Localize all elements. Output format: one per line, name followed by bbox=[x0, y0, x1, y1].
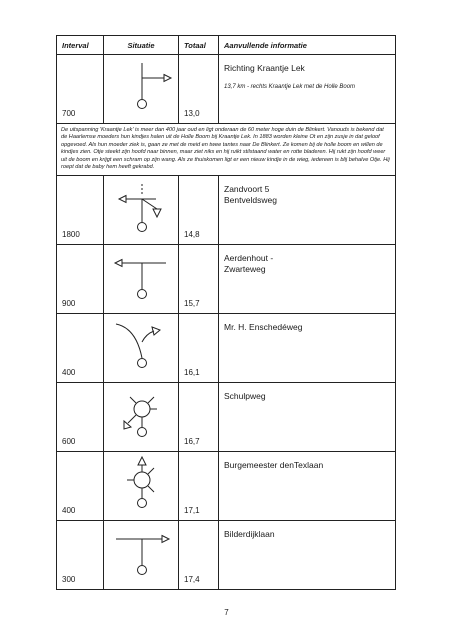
header-row bbox=[57, 36, 396, 55]
interval-cell: 400 bbox=[57, 314, 104, 383]
t-junction-right-arrow-icon bbox=[104, 521, 179, 589]
instruction-text: Burgemeester denTexlaan bbox=[224, 460, 324, 471]
route-row bbox=[57, 314, 396, 383]
route-sheet bbox=[56, 35, 395, 590]
info-cell bbox=[219, 521, 396, 590]
route-table bbox=[56, 35, 396, 590]
route-row bbox=[57, 521, 396, 590]
situation-cell bbox=[104, 521, 179, 590]
situation-cell bbox=[104, 452, 179, 521]
junction-right-arrow-icon bbox=[104, 55, 179, 123]
roundabout-exit-southwest-icon bbox=[104, 383, 179, 451]
totaal-cell: 17,4 bbox=[179, 521, 219, 590]
info-cell bbox=[219, 314, 396, 383]
t-junction-left-arrow-icon bbox=[104, 245, 179, 313]
interval-cell: 900 bbox=[57, 245, 104, 314]
situation-cell bbox=[104, 383, 179, 452]
instruction-text: Richting Kraantje Lek bbox=[224, 63, 305, 73]
instruction-text: Bilderdijklaan bbox=[224, 529, 275, 540]
crossing-left-arrow-yield-icon bbox=[104, 176, 179, 244]
interval-cell: 300 bbox=[57, 521, 104, 590]
totaal-cell: 16,7 bbox=[179, 383, 219, 452]
interval-cell: 1800 bbox=[57, 176, 104, 245]
info-cell bbox=[219, 452, 396, 521]
situation-cell bbox=[104, 176, 179, 245]
situation-cell bbox=[104, 314, 179, 383]
situation-cell bbox=[104, 245, 179, 314]
header-situatie: Situatie bbox=[104, 36, 179, 55]
route-row bbox=[57, 383, 396, 452]
interval-cell: 600 bbox=[57, 383, 104, 452]
route-row bbox=[57, 176, 396, 245]
totaal-cell: 17,1 bbox=[179, 452, 219, 521]
header-totaal: Totaal bbox=[179, 36, 219, 55]
info-cell bbox=[219, 55, 396, 124]
route-row bbox=[57, 245, 396, 314]
curve-right-arrow-icon bbox=[104, 314, 179, 382]
interval-cell: 400 bbox=[57, 452, 104, 521]
instruction-text: Mr. H. Enschedéweg bbox=[224, 322, 303, 333]
instruction-text: Aerdenhout - Zwarteweg bbox=[224, 253, 274, 275]
totaal-cell: 13,0 bbox=[179, 55, 219, 124]
interval-cell: 700 bbox=[57, 55, 104, 124]
route-row bbox=[57, 55, 396, 124]
roundabout-exit-north-icon bbox=[104, 452, 179, 520]
story-row bbox=[57, 124, 396, 176]
situation-cell bbox=[104, 55, 179, 124]
totaal-cell: 16,1 bbox=[179, 314, 219, 383]
info-cell bbox=[219, 245, 396, 314]
page-number: 7 bbox=[224, 608, 229, 617]
instruction-note: 13,7 km - rechts Kraantje Lek met de Holle Boom bbox=[224, 84, 356, 90]
instruction-text: Zandvoort 5 Bentveldsweg bbox=[224, 184, 277, 206]
instruction-text: Schulpweg bbox=[224, 391, 266, 402]
totaal-cell: 15,7 bbox=[179, 245, 219, 314]
info-cell bbox=[219, 383, 396, 452]
route-row bbox=[57, 452, 396, 521]
header-interval: Interval bbox=[57, 36, 104, 55]
header-info: Aanvullende informatie bbox=[219, 36, 396, 55]
story-text: De uitspanning 'Kraantje Lek' is meer dan 400 jaar oud en ligt onderaan de 60 meter hoge duin de Blinkert. Vanouds is bekend dat de Haarlemse moeders hun kindjes halen uit de Holle Boom bij Kraantje Lek. In 1883 worden kleine Ot en zijn zusje in dat geloof opgevoed. Als hun moeder ziek is, gaan ze met de meid en twee tantes naar De Blinkert. Ze komen bij de holle boom en willen de kindjes zien. Otje steekt zijn hoofd naar binnen, maar ziet niks en hij ruikt stilstaand water en rotte bladeren. Hij rukt zijn hoofd weer uit de boom en krijgt een schram op zijn wang. Als ze thuiskomen ligt er een nieuw kindje in de wieg, iedereen is blij behalve Otje. Hij roept dat de baby hem heeft gekrabd. bbox=[57, 124, 396, 176]
totaal-cell: 14,8 bbox=[179, 176, 219, 245]
info-cell bbox=[219, 176, 396, 245]
